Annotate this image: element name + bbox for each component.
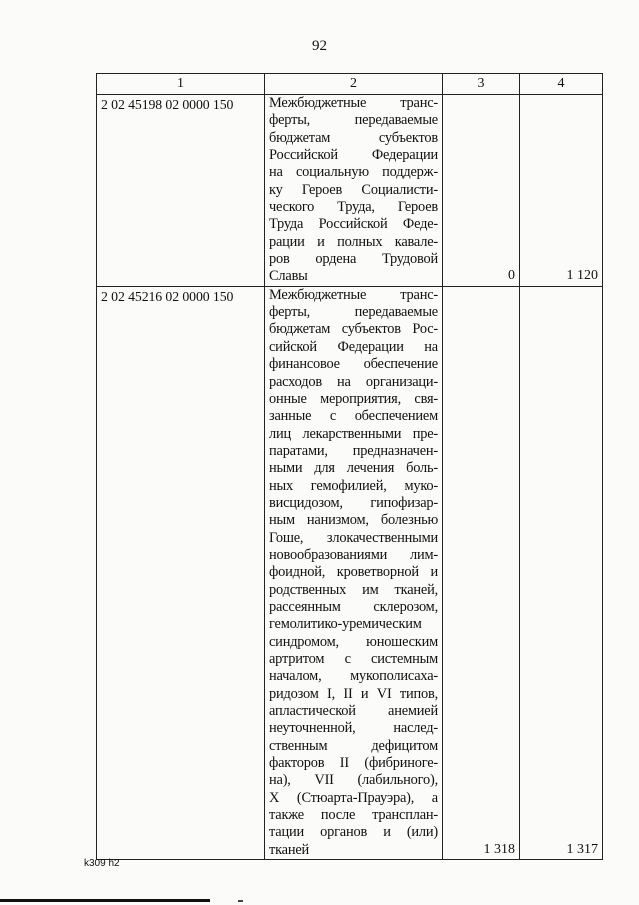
header-col-4: 4 <box>520 74 603 95</box>
row-value-col4: 1 317 <box>520 286 603 859</box>
table-header-row <box>97 74 603 95</box>
scan-edge-mark <box>238 900 243 902</box>
description-line: Славы <box>269 268 308 285</box>
document-id: k309 h2 <box>84 858 120 869</box>
description-line: артритом с системным <box>269 651 438 667</box>
description-line: ственным дефицитом <box>269 737 438 754</box>
description-line: лиц лекарственными пре- <box>269 425 438 442</box>
description-line: фоидной, кроветворной и <box>269 564 438 581</box>
description-line: тканей <box>269 841 310 858</box>
description-line: X (Стюарта-Прауэра), а <box>269 789 438 806</box>
description-line: ферты, передаваемые <box>269 304 438 321</box>
description-line: апластической анемией <box>269 703 438 720</box>
description-line: финансовое обеспечение <box>269 356 438 373</box>
header-col-2: 2 <box>265 74 443 95</box>
description-line: онные мероприятия, свя- <box>269 390 438 407</box>
row-value-col3: 1 318 <box>443 286 520 859</box>
description-line: Межбюджетные транс- <box>269 95 438 111</box>
description-line: бюджетам субъектов <box>269 129 438 146</box>
description-line: новообразованиями лим- <box>269 546 438 563</box>
description-line: Труда Российской Феде- <box>269 216 438 233</box>
description-line: занные с обеспечением <box>269 408 438 425</box>
header-col-3: 3 <box>443 74 520 95</box>
row-description <box>265 286 443 859</box>
row-description <box>265 95 443 287</box>
page-number: 92 <box>312 38 327 54</box>
row-code: 2 02 45198 02 0000 150 <box>97 95 265 287</box>
description-line: висцидозом, гипофизар- <box>269 494 438 511</box>
description-line: ным нанизмом, болезнью <box>269 512 438 529</box>
description-line: на социальную поддерж- <box>269 164 438 181</box>
description-line: на), VII (лабильного), <box>269 772 438 789</box>
description-line: ферты, передаваемые <box>269 112 438 129</box>
description-line: ных гемофилией, муко- <box>269 477 438 494</box>
description-line: ров ордена Трудовой <box>269 251 438 268</box>
description-line: ридозом I, II и VI типов, <box>269 685 438 702</box>
row-code: 2 02 45216 02 0000 150 <box>97 286 265 859</box>
description-line: гемолитико-уремическим <box>269 616 422 633</box>
description-line: факторов II (фибриноге- <box>269 755 438 772</box>
row-value-col3: 0 <box>443 95 520 287</box>
scan-edge-bar <box>0 899 210 902</box>
description-line: Российской Федерации <box>269 147 438 164</box>
description-line: Межбюджетные транс- <box>269 286 438 303</box>
description-line: также после трансплан- <box>269 807 438 824</box>
description-line: ческого Труда, Героев <box>269 199 438 216</box>
description-line: расходов на организаци- <box>269 373 438 390</box>
table-row <box>97 95 603 287</box>
budget-table <box>96 73 603 860</box>
description-line: родственных им тканей, <box>269 581 438 598</box>
table-row <box>97 286 603 859</box>
description-line: началом, мукополисаха- <box>269 668 438 685</box>
description-line: сийской Федерации на <box>269 338 438 355</box>
description-line: тации органов и (или) <box>269 824 438 841</box>
row-value-col4: 1 120 <box>520 95 603 287</box>
description-line: ными для лечения боль- <box>269 460 438 477</box>
header-col-1: 1 <box>97 74 265 95</box>
description-line: ку Героев Социалисти- <box>269 181 438 198</box>
description-line: рации и полных кавале- <box>269 233 438 250</box>
description-line: рассеянным склерозом, <box>269 598 438 615</box>
description-line: бюджетам субъектов Рос- <box>269 321 438 338</box>
description-line: синдромом, юношеским <box>269 633 438 650</box>
description-line: неуточненной, наслед- <box>269 720 438 737</box>
description-line: Гоше, злокачественными <box>269 529 438 546</box>
description-line: паратами, предназначен- <box>269 442 438 459</box>
